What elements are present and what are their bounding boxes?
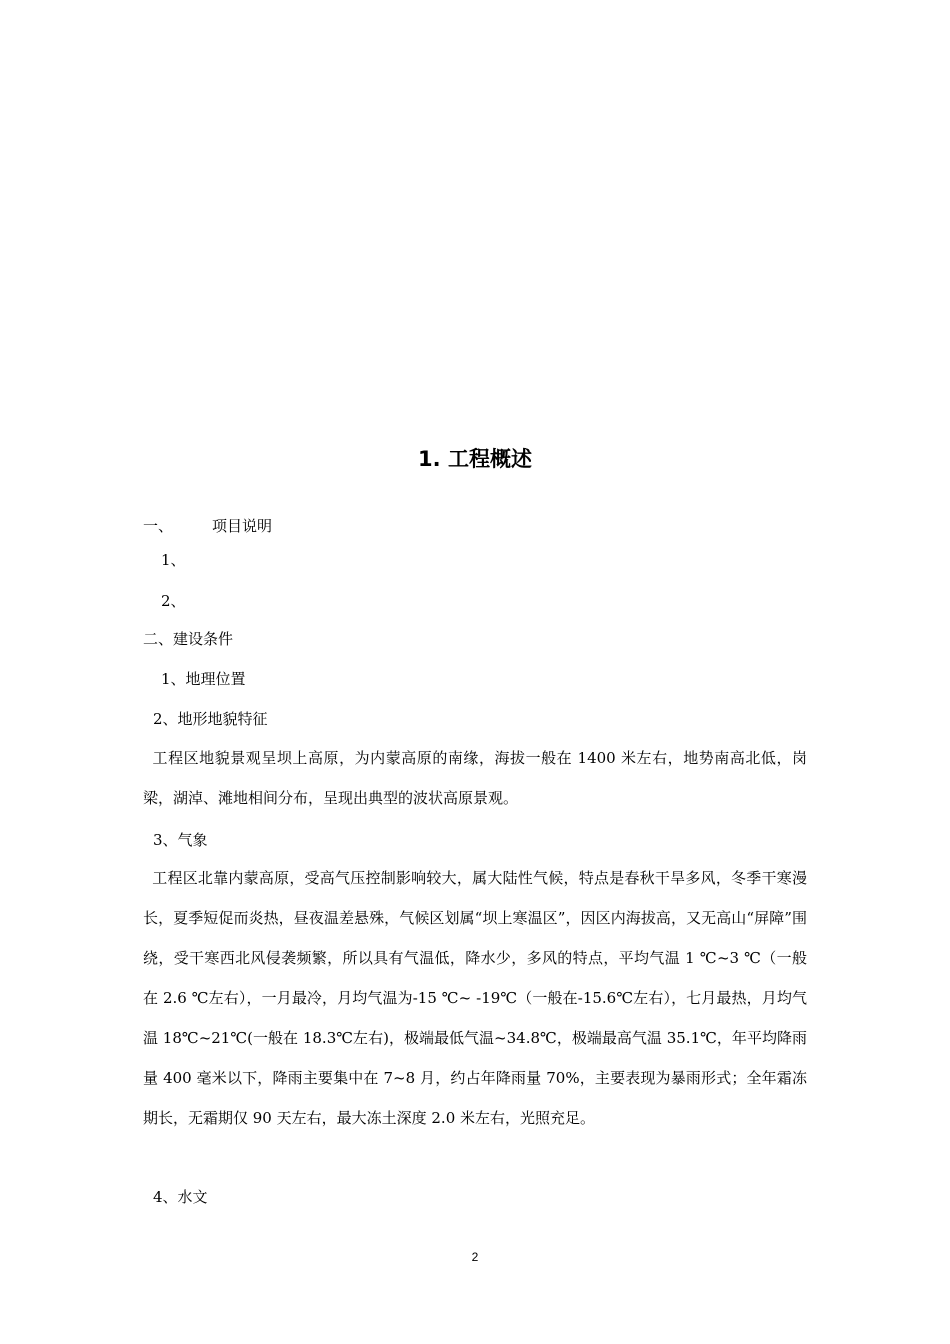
section-1-item-1: 1、 [161, 551, 186, 569]
paragraph-climate-text: 工程区北靠内蒙高原，受高气压控制影响较大，属大陆性气候，特点是春秋干旱多风，冬季干寒漫长，夏季短促而炎热，昼夜温差悬殊，气候区划属“坝上寒温区”，因区内海拔高，又无高山“屏障”围绕，受干寒西北风侵袭频繁，所以具有气温低，降水少，多风的特点，平均气温 1 ℃~3 ℃（一般在 2.6 ℃左右），一月最冷，月均气温为-15 ℃~ -19℃（一般在-15.6℃左右），七月最热，月均气温 18℃~21℃(一般在 18.3℃左右)，极端最低气温~34.8℃，极端最高气温 35.1℃，年平均降雨量 400 毫米以下，降雨主要集中在 7~8 月，约占年降雨量 70%，主要表现为暴雨形式；全年霜冻期长，无霜期仅 90 天左右，最大冻土深度 2.0 米左右，光照充足。 [143, 869, 807, 1127]
paragraph-terrain [143, 738, 807, 818]
section-1-item-2: 2、 [161, 592, 186, 610]
section-2-sub-3: 3、气象 [153, 831, 208, 849]
section-2-sub-1: 1、地理位置 [161, 670, 246, 688]
chapter-title: 1. 工程概述 [418, 447, 532, 471]
paragraph-climate [143, 858, 807, 1138]
section-2-title: 二、建设条件 [143, 630, 234, 648]
page-number: 2 [471, 1250, 479, 1264]
section-2-sub-4: 4、水文 [153, 1188, 208, 1206]
paragraph-terrain-text: 工程区地貌景观呈坝上高原，为内蒙高原的南缘，海拔一般在 1400 米左右，地势南高北低，岗梁，湖淖、滩地相间分布，呈现出典型的波状高原景观。 [143, 749, 807, 807]
section-2-sub-2: 2、地形地貌特征 [153, 710, 268, 728]
section-1-number: 一、 [143, 517, 174, 535]
section-1-title: 项目说明 [212, 517, 273, 535]
